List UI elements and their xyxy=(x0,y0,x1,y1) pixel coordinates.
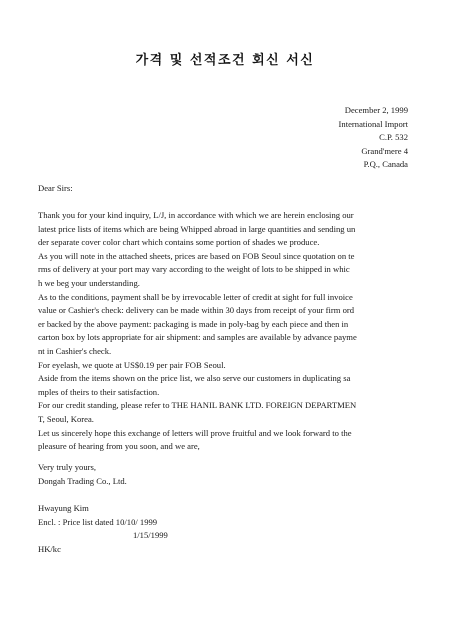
letter-body xyxy=(38,209,412,454)
letter-title: 가격 및 선적조건 회신 서신 xyxy=(135,53,315,68)
body-line: nt in Cashier's check. xyxy=(38,345,112,356)
body-line: T, Seoul, Korea. xyxy=(38,413,94,424)
signature-block xyxy=(38,502,168,556)
letter-date: December 2, 1999 xyxy=(344,105,408,115)
body-line: carton box by lots appropriate for air shipment: and samples are available by advance payme xyxy=(38,332,357,343)
body-line: As you will note in the attached sheets, prices are based on FOB Seoul since quotation on te xyxy=(38,250,355,261)
body-line: Aside from the items shown on the price list, we also serve our customers in duplicating sa xyxy=(38,373,351,384)
sender-company: Dongah Trading Co., Ltd. xyxy=(38,475,127,486)
enclosure-date-2: 1/15/1999 xyxy=(133,530,168,541)
body-line: Thank you for your kind inquiry, L/J, in accordance with which we are herein enclosing our xyxy=(38,210,354,220)
body-line: mples of theirs to their satisfaction. xyxy=(38,386,160,397)
recipient-block xyxy=(208,104,408,172)
closing-line: Very truly yours, xyxy=(38,462,96,472)
body-line: rms of delivery at your port may vary according to the weight of lots to be shipped in whic xyxy=(38,264,350,275)
body-line: For our credit standing, please refer to THE HANIL BANK LTD. FOREIGN DEPARTMEN xyxy=(38,400,357,411)
enclosure-line: Encl. : Price list dated 10/10/ 1999 xyxy=(38,516,158,527)
body-line: For eyelash, we quote at US$0.19 per pair FOB Seoul. xyxy=(38,359,226,370)
reference-initials: HK/kc xyxy=(38,543,61,554)
body-line: h we beg your understanding. xyxy=(38,277,140,288)
recipient-company: International Import xyxy=(338,118,408,129)
body-line: Let us sincerely hope this exchange of letters will prove fruitful and we look forward to the xyxy=(38,427,352,438)
body-line: value or Cashier's check: delivery can be made within 30 days from receipt of your firm ord xyxy=(38,305,355,316)
body-line: pleasure of hearing from you soon, and we are, xyxy=(38,441,200,452)
body-line: er backed by the above payment: packaging is made in poly-bag by each piece and then in xyxy=(38,318,349,329)
recipient-po-box: C.P. 532 xyxy=(379,132,408,143)
salutation: Dear Sirs: xyxy=(38,183,73,193)
body-line: As to the conditions, payment shall be by irrevocable letter of credit at sight for full invoice xyxy=(38,291,353,302)
recipient-street: Grand'mere 4 xyxy=(361,145,408,156)
recipient-region: P.Q., Canada xyxy=(363,159,408,170)
body-line: der separate cover color chart which contains some portion of shades we produce. xyxy=(38,237,320,248)
signer-name: Hwayung Kim xyxy=(38,503,89,513)
closing-block xyxy=(38,461,127,488)
body-line: latest price lists of items which are being Whipped abroad in large quantities and sending un xyxy=(38,223,356,234)
